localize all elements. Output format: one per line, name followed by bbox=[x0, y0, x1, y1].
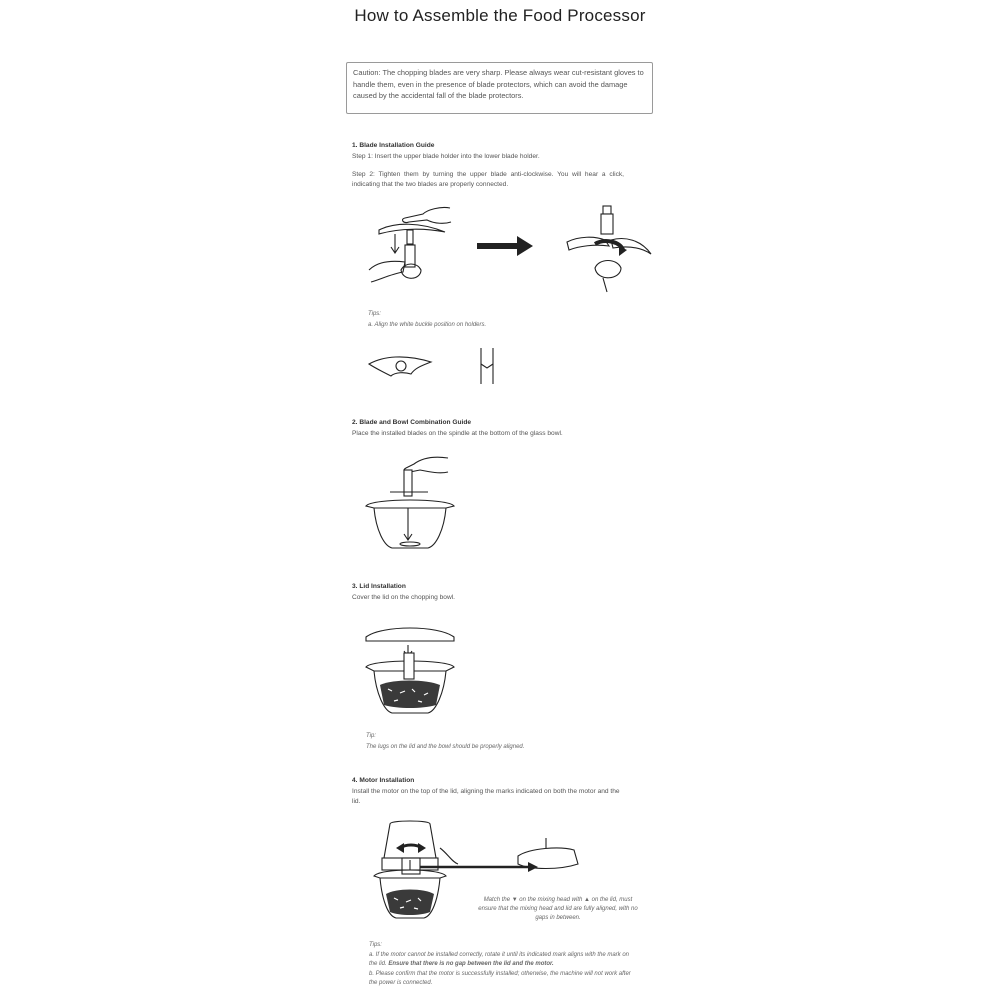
section4-match-note: Match the ▼ on the mixing head with ▲ on the lid, must ensure that the mixing head and lid are fully aligned, with no gaps in between. bbox=[478, 897, 638, 921]
section4-tips-label: Tips: bbox=[369, 942, 382, 948]
section2-text: Place the installed blades on the spindle at the bottom of the glass bowl. bbox=[352, 430, 563, 437]
caution-box: Caution: The chopping blades are very sharp. Please always wear cut-resistant gloves to handle them, even in the presence of blade protectors, which can avoid the damage caused by the accidental fall of the blade protectors. bbox=[346, 62, 653, 114]
section1-step2: Step 2: Tighten them by turning the upper blade anti-clockwise. You will hear a click, indicating that the two blades are properly connected. bbox=[352, 171, 624, 188]
section1-heading: 1. Blade Installation Guide bbox=[352, 142, 435, 149]
blade-bowl-illustration bbox=[362, 452, 462, 552]
blade-assembled-illustration bbox=[565, 200, 655, 295]
blade-insert-illustration bbox=[365, 200, 465, 295]
section3-text: Cover the lid on the chopping bowl. bbox=[352, 594, 456, 601]
section4-text: Install the motor on the top of the lid, aligning the marks indicated on both the motor and the lid. bbox=[352, 788, 620, 805]
section3-tip-label: Tip: bbox=[366, 733, 376, 739]
section3-heading: 3. Lid Installation bbox=[352, 583, 406, 590]
page-title: How to Assemble the Food Processor bbox=[354, 6, 646, 25]
lid-bowl-illustration bbox=[362, 617, 462, 722]
section2-heading: 2. Blade and Bowl Combination Guide bbox=[352, 419, 472, 426]
section4-tip-a-bold: Ensure that there is no gap between the lid and the motor. bbox=[388, 960, 554, 967]
section1-tips-label: Tips: bbox=[368, 311, 381, 317]
section3-tip-text: The lugs on the lid and the bowl should be properly aligned. bbox=[366, 744, 525, 750]
section4-heading: 4. Motor Installation bbox=[352, 777, 415, 784]
section1-tip-a: a. Align the white buckle position on holders. bbox=[368, 322, 487, 328]
arrow-right-icon bbox=[475, 236, 535, 256]
section1-step1: Step 1: Insert the upper blade holder into the lower blade holder. bbox=[352, 153, 540, 160]
section4-tip-a bbox=[369, 951, 637, 969]
section4-tip-b: b. Please confirm that the motor is successfully installed; otherwise, the machine will not work after the power is connected. bbox=[369, 971, 631, 986]
holder-buckle-illustration bbox=[477, 346, 497, 386]
section4-tip-a-text: a. If the motor cannot be installed correctly, rotate it until its indicated mark aligns with the mark on the lid. bbox=[369, 952, 630, 967]
blade-buckle-illustration bbox=[365, 350, 435, 380]
